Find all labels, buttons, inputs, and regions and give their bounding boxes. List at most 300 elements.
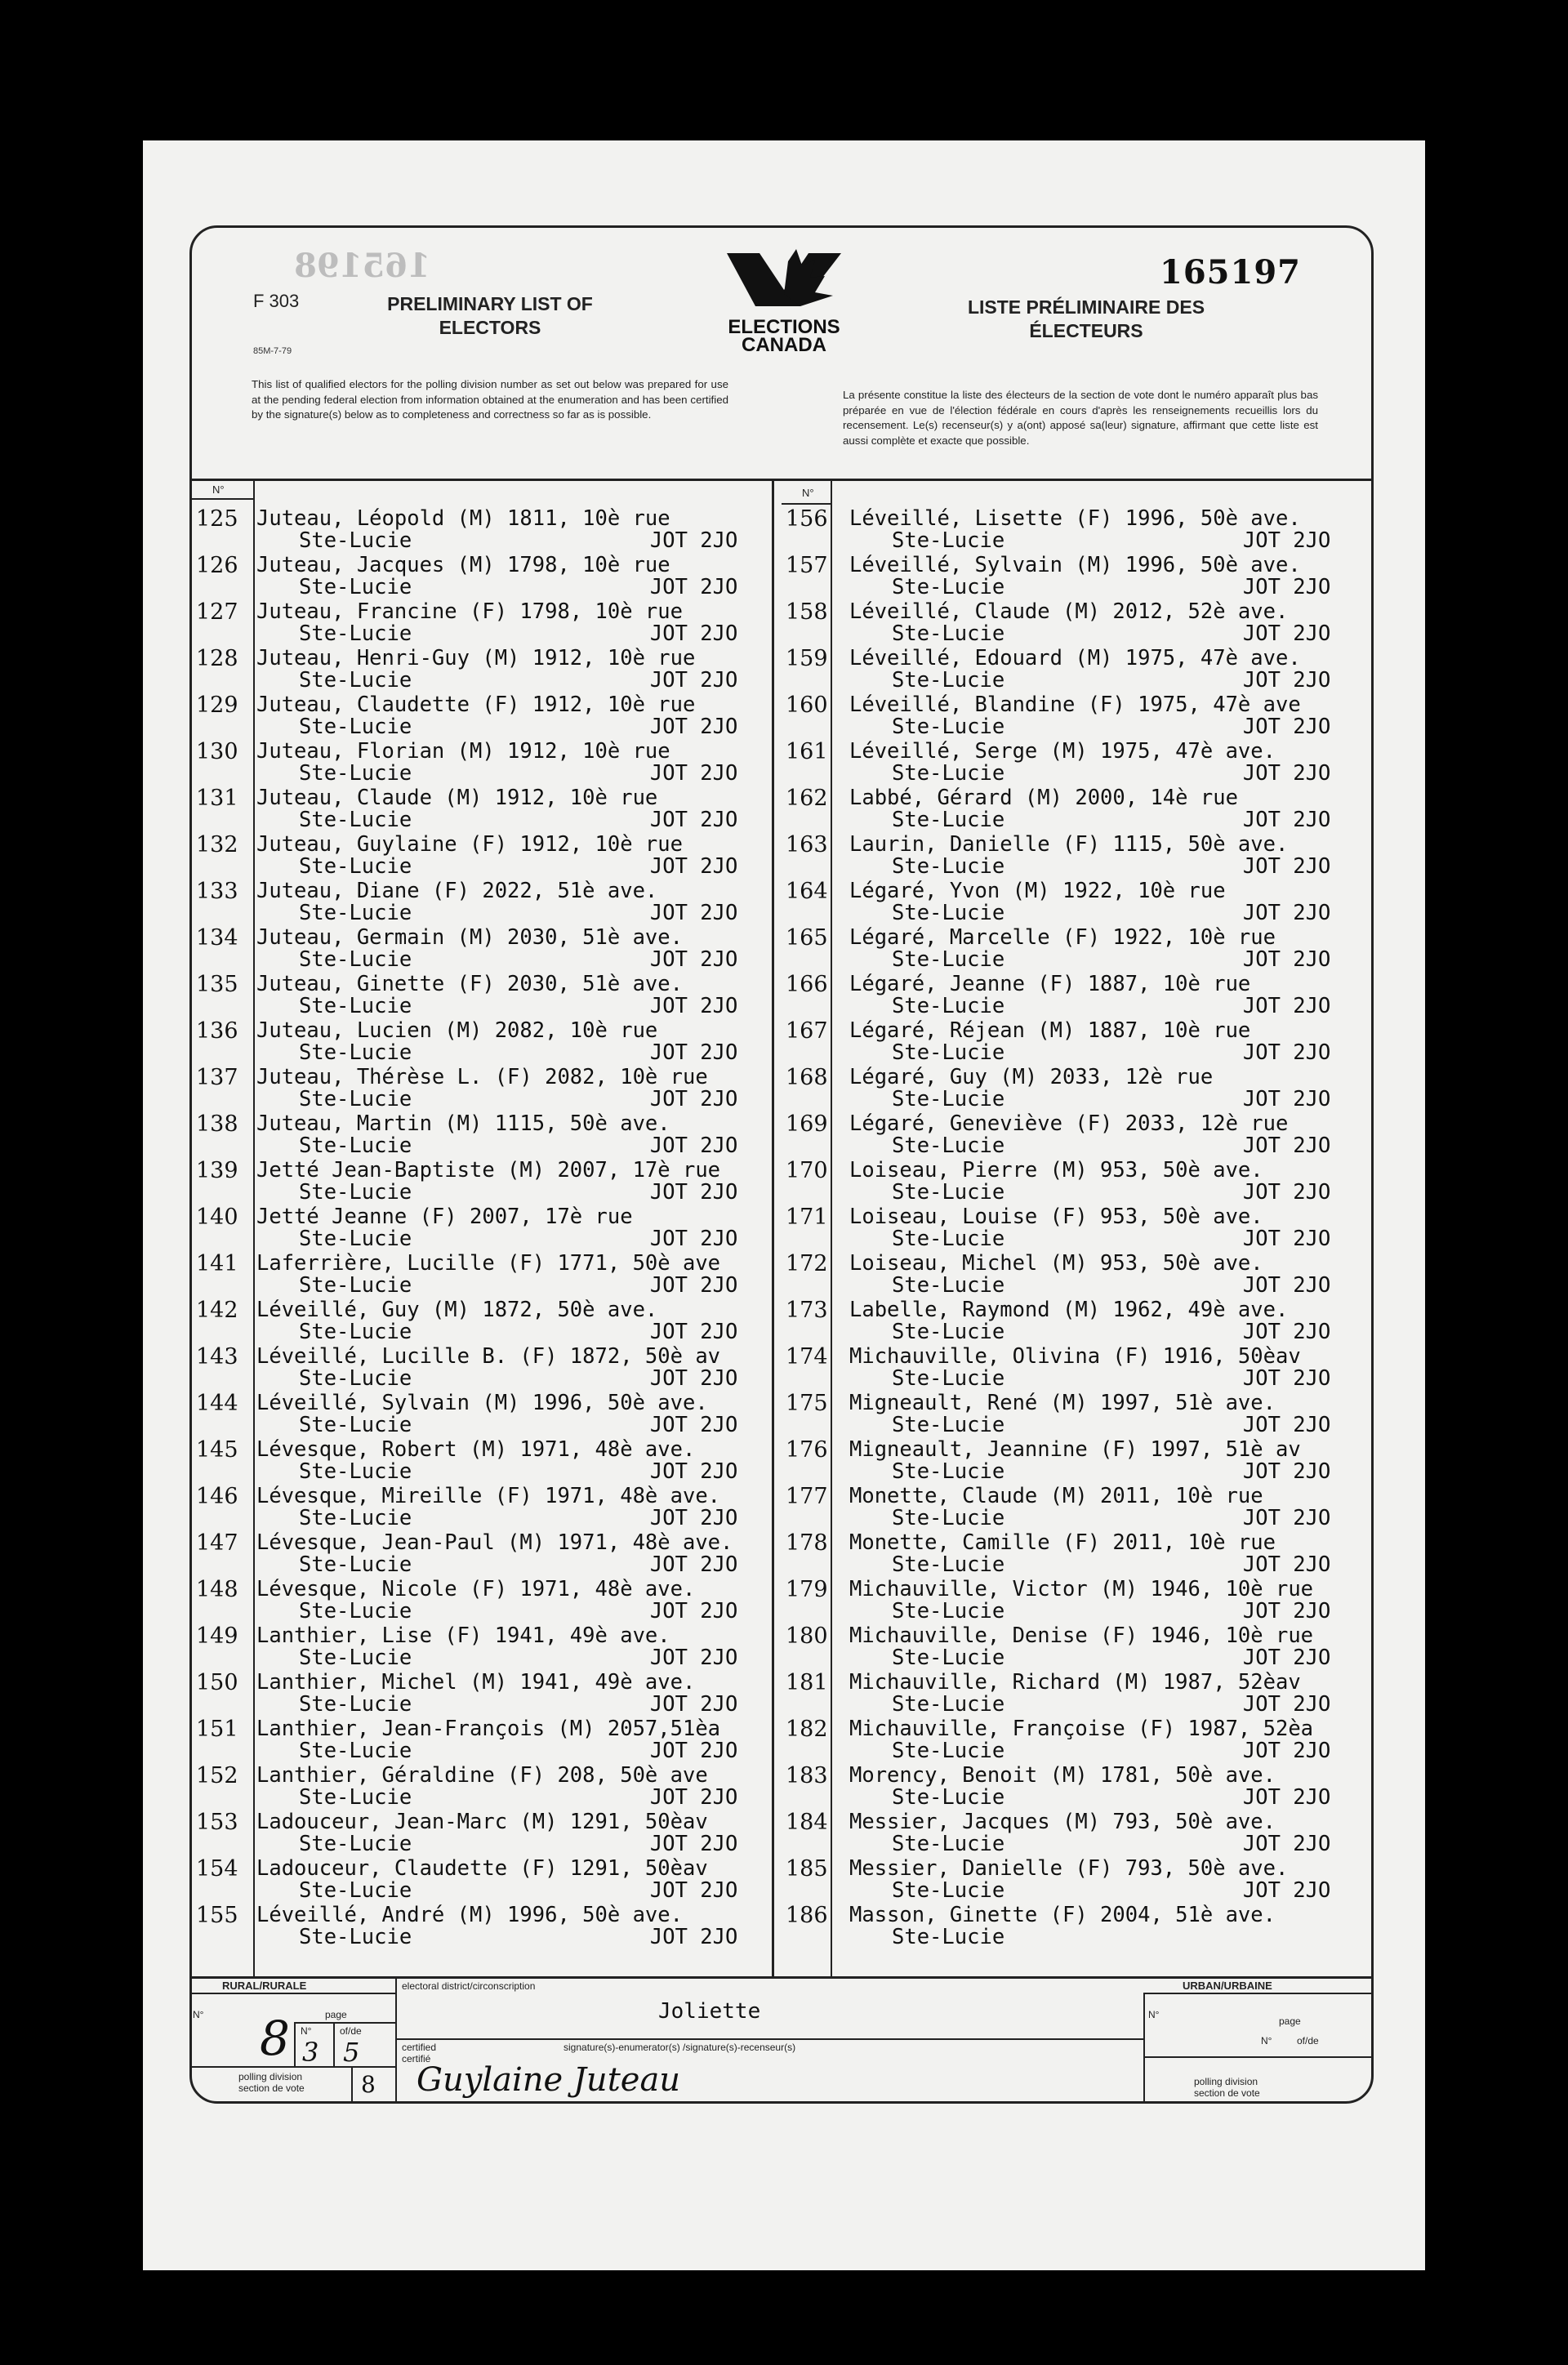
left-entry	[256, 1020, 737, 1064]
left-entry	[256, 1718, 737, 1762]
entry-name-address: Léveillé, Edouard (M) 1975, 47è ave.	[849, 646, 1301, 670]
left-entry-number: 137	[196, 1065, 238, 1090]
entry-name-address: Juteau, Francine (F) 1798, 10è rue	[256, 599, 683, 624]
entry-name-address: Léveillé, Guy (M) 1872, 50è ave.	[256, 1298, 658, 1322]
right-entry-number: 165	[786, 925, 828, 951]
entry-locality-postal: Ste-Lucie JOT 2JO	[892, 621, 1331, 646]
left-entry	[256, 880, 737, 924]
left-entry-number: 141	[196, 1251, 238, 1276]
right-entry	[849, 508, 1330, 552]
entry-name-address: Juteau, Guylaine (F) 1912, 10è rue	[256, 832, 683, 857]
entry-locality-postal: Ste-Lucie JOT 2JO	[892, 1878, 1331, 1903]
center-divider	[772, 479, 774, 1978]
title-fr-line1: LISTE PRÉLIMINAIRE DES	[967, 296, 1205, 318]
entry-name-address: Léveillé, Claude (M) 2012, 52è ave.	[849, 599, 1289, 624]
entry-name-address: Lanthier, Lise (F) 1941, 49è ave.	[256, 1623, 670, 1648]
urban-ofde-label: of/de	[1297, 2035, 1319, 2047]
left-entry	[256, 1392, 737, 1436]
rural-page-rule	[294, 2022, 395, 2024]
entry-locality-postal: Ste-Lucie JOT 2JO	[892, 994, 1331, 1018]
entry-locality-postal: Ste-Lucie JOT 2JO	[892, 1273, 1331, 1298]
entry-name-address: Léveillé, Sylvain (M) 1996, 50è ave.	[256, 1391, 708, 1415]
urban-rule	[1143, 1993, 1374, 1994]
left-entry-number: 155	[196, 1903, 238, 1928]
entry-locality-postal: Ste-Lucie JOT 2JO	[299, 1599, 738, 1623]
entry-name-address: Lévesque, Robert (M) 1971, 48è ave.	[256, 1437, 696, 1462]
left-entry-number: 151	[196, 1717, 238, 1742]
rural-no-small: N°	[301, 2025, 312, 2037]
left-entry	[256, 1904, 737, 1949]
entry-locality-postal: Ste-Lucie JOT 2JO	[299, 1413, 738, 1437]
right-entry	[849, 1625, 1330, 1669]
left-entry-number: 149	[196, 1623, 238, 1649]
entry-locality-postal: Ste-Lucie JOT 2JO	[299, 1552, 738, 1577]
entry-locality-postal: Ste-Lucie JOT 2JO	[299, 947, 738, 972]
polling-value: 8	[361, 2071, 376, 2098]
entry-locality-postal: Ste-Lucie JOT 2JO	[299, 1180, 738, 1205]
right-entry-number: 183	[786, 1763, 828, 1788]
left-entry-number: 140	[196, 1205, 238, 1230]
title-en-line1: PRELIMINARY LIST OF	[387, 293, 593, 314]
entry-name-address: Messier, Jacques (M) 793, 50è ave.	[849, 1810, 1276, 1834]
left-entry-number: 127	[196, 599, 238, 625]
entry-name-address: Léveillé, Lucille B. (F) 1872, 50è av	[256, 1344, 721, 1369]
left-entry	[256, 1299, 737, 1343]
col2-number-divider	[831, 479, 832, 1978]
entry-name-address: Monette, Claude (M) 2011, 10è rue	[849, 1484, 1263, 1508]
logo-text-1: ELECTIONS	[728, 316, 840, 338]
right-entry	[849, 1067, 1330, 1111]
entry-name-address: Michauville, Victor (M) 1946, 10è rue	[849, 1577, 1314, 1601]
left-entry	[256, 1672, 737, 1716]
entry-name-address: Juteau, Claude (M) 1912, 10è rue	[256, 786, 658, 810]
left-entry-number: 125	[196, 506, 238, 532]
right-entry-number: 179	[786, 1577, 828, 1602]
left-entry-number: 152	[196, 1763, 238, 1788]
right-entry-number: 173	[786, 1298, 828, 1323]
right-entry	[849, 1299, 1330, 1343]
intro-text-fr: La présente constitue la liste des électeurs de la section de vote dont le numéro apparaît plus bas préparée en vue de l'élection fédérale en cours d'après les renseignements recueillis lors du recensement. Le(s) recenseur(s) y a(ont) apposé sa(leur) signature, affirmant que cette liste est aussi complète et exacte que possible.	[843, 389, 1318, 447]
left-entry-number: 153	[196, 1810, 238, 1835]
entry-name-address: Michauville, Denise (F) 1946, 10è rue	[849, 1623, 1314, 1648]
polling-label-2: section de vote	[238, 2082, 305, 2094]
urban-no-label: N°	[1148, 2009, 1160, 2020]
right-entry-number: 159	[786, 646, 828, 671]
left-entry-number: 154	[196, 1856, 238, 1882]
entry-name-address: Léveillé, Sylvain (M) 1996, 50è ave.	[849, 553, 1301, 577]
col1-number-divider	[253, 479, 255, 1978]
right-entry	[849, 741, 1330, 785]
right-entry	[849, 1485, 1330, 1530]
entry-name-address: Légaré, Geneviève (F) 2033, 12è rue	[849, 1111, 1289, 1136]
left-entry-number: 130	[196, 739, 238, 764]
right-entry-number: 163	[786, 832, 828, 857]
right-entry-number: 168	[786, 1065, 828, 1090]
left-entry	[256, 508, 737, 552]
left-entry-number: 143	[196, 1344, 238, 1370]
entry-name-address: Juteau, Diane (F) 2022, 51è ave.	[256, 879, 658, 903]
entry-name-address: Juteau, Martin (M) 1115, 50è ave.	[256, 1111, 670, 1136]
entry-name-address: Loiseau, Michel (M) 953, 50è ave.	[849, 1251, 1263, 1276]
of-value: 5	[343, 2037, 360, 2068]
entry-locality-postal: Ste-Lucie JOT 2JO	[299, 1273, 738, 1298]
entry-locality-postal: Ste-Lucie JOT 2JO	[299, 1366, 738, 1391]
entry-locality-postal: Ste-Lucie JOT 2JO	[299, 1506, 738, 1530]
col2-no-header: N°	[802, 487, 814, 499]
left-entry-number: 145	[196, 1437, 238, 1463]
right-entry-number: 160	[786, 693, 828, 718]
entry-name-address: Lévesque, Nicole (F) 1971, 48è ave.	[256, 1577, 696, 1601]
right-entry-number: 169	[786, 1111, 828, 1137]
entry-locality-postal: Ste-Lucie JOT 2JO	[299, 1646, 738, 1670]
entry-name-address: Légaré, Jeanne (F) 1887, 10è rue	[849, 972, 1251, 996]
entry-locality-postal: Ste-Lucie JOT 2JO	[299, 808, 738, 832]
entry-locality-postal: Ste-Lucie JOT 2JO	[892, 1832, 1331, 1856]
col1-no-rule	[189, 498, 255, 500]
left-entry	[256, 1765, 737, 1809]
left-entry	[256, 694, 737, 738]
right-entry-number: 184	[786, 1810, 828, 1835]
entry-name-address: Juteau, Florian (M) 1912, 10è rue	[256, 739, 670, 764]
right-entry-number: 178	[786, 1530, 828, 1556]
elections-canada-logo	[710, 245, 858, 359]
entry-locality-postal: Ste-Lucie JOT 2JO	[892, 1552, 1331, 1577]
entry-locality-postal: Ste-Lucie JOT 2JO	[892, 1459, 1331, 1484]
left-entry	[256, 648, 737, 692]
left-entry-number: 134	[196, 925, 238, 951]
rural-ofde-label: of/de	[340, 2025, 362, 2037]
urban-mid-rule	[1143, 2056, 1374, 2058]
right-entry	[849, 1811, 1330, 1855]
entry-name-address: Migneault, René (M) 1997, 51è ave.	[849, 1391, 1276, 1415]
page-value: 3	[302, 2037, 319, 2068]
entry-locality-postal: Ste-Lucie JOT 2JO	[299, 994, 738, 1018]
right-entry	[849, 1532, 1330, 1576]
entry-name-address: Juteau, Lucien (M) 2082, 10è rue	[256, 1018, 658, 1043]
urban-no-small: N°	[1261, 2035, 1272, 2047]
right-entry	[849, 1392, 1330, 1436]
entry-locality-postal: Ste-Lucie JOT 2JO	[892, 528, 1331, 553]
entry-name-address: Légaré, Yvon (M) 1922, 10è rue	[849, 879, 1226, 903]
polling-label-1: polling division	[238, 2071, 303, 2082]
urban-page-label: page	[1279, 2015, 1301, 2027]
left-entry	[256, 787, 737, 831]
left-entry	[256, 927, 737, 971]
left-entry-number: 142	[196, 1298, 238, 1323]
entry-name-address: Michauville, Richard (M) 1987, 52èav	[849, 1670, 1301, 1695]
entry-locality-postal: Ste-Lucie JOT 2JO	[299, 901, 738, 925]
polling-divider	[351, 2068, 353, 2102]
right-entry-number: 164	[786, 879, 828, 904]
left-entry-number: 136	[196, 1018, 238, 1044]
entry-locality-postal: Ste-Lucie JOT 2JO	[299, 715, 738, 739]
right-entry-number: 161	[786, 739, 828, 764]
entry-locality-postal: Ste-Lucie JOT 2JO	[299, 1832, 738, 1856]
entry-locality-postal: Ste-Lucie JOT 2JO	[299, 1692, 738, 1717]
entry-locality-postal: Ste-Lucie JOT 2JO	[299, 1040, 738, 1065]
entry-name-address: Michauville, Françoise (F) 1987, 52èa	[849, 1717, 1314, 1741]
title-en-line2: ELECTORS	[439, 317, 541, 338]
rural-rule	[189, 1993, 395, 1994]
right-entry	[849, 880, 1330, 924]
rural-no-value: 8	[260, 2011, 290, 2066]
title-fr	[923, 296, 1250, 343]
right-entry-number: 174	[786, 1344, 828, 1370]
left-entry	[256, 1346, 737, 1390]
urban-label: URBAN/URBAINE	[1183, 1980, 1272, 1992]
entry-name-address: Juteau, Claudette (F) 1912, 10è rue	[256, 693, 696, 717]
entry-locality-postal: Ste-Lucie JOT 2JO	[299, 621, 738, 646]
left-entry-number: 128	[196, 646, 238, 671]
right-entry-number: 172	[786, 1251, 828, 1276]
left-entry	[256, 1439, 737, 1483]
left-entry-number: 132	[196, 832, 238, 857]
entry-name-address: Lévesque, Jean-Paul (M) 1971, 48è ave.	[256, 1530, 733, 1555]
entry-name-address: Ladouceur, Claudette (F) 1291, 50èav	[256, 1856, 708, 1881]
title-en	[359, 292, 621, 340]
entry-locality-postal: Ste-Lucie JOT 2JO	[299, 761, 738, 786]
entry-locality-postal: Ste-Lucie JOT 2JO	[892, 761, 1331, 786]
left-entry-number: 139	[196, 1158, 238, 1183]
right-entry	[849, 1253, 1330, 1297]
entry-locality-postal: Ste-Lucie JOT 2JO	[299, 854, 738, 879]
footer-divider-left	[395, 1976, 397, 2104]
entry-name-address: Monette, Camille (F) 2011, 10è rue	[849, 1530, 1276, 1555]
signature-label: signature(s)-enumerator(s) /signature(s)-recenseur(s)	[564, 2042, 796, 2053]
entry-locality-postal: Ste-Lucie JOT 2JO	[892, 1320, 1331, 1344]
left-entry-number: 146	[196, 1484, 238, 1509]
urban-polling-label-2: section de vote	[1194, 2087, 1260, 2099]
entry-locality-postal: Ste-Lucie JOT 2JO	[299, 668, 738, 693]
entry-locality-postal: Ste-Lucie JOT 2JO	[299, 1925, 738, 1949]
right-entry-number: 167	[786, 1018, 828, 1044]
right-entry	[849, 1579, 1330, 1623]
form-code: F 303	[253, 291, 300, 311]
entry-locality-postal: Ste-Lucie JOT 2JO	[892, 1413, 1331, 1437]
form-date-code: 85M-7-79	[253, 346, 292, 356]
right-entry	[849, 1206, 1330, 1250]
entry-name-address: Labelle, Raymond (M) 1962, 49è ave.	[849, 1298, 1289, 1322]
left-entry	[256, 1067, 737, 1111]
left-entry-number: 126	[196, 553, 238, 578]
entry-name-address: Juteau, Ginette (F) 2030, 51è ave.	[256, 972, 683, 996]
entry-locality-postal: Ste-Lucie JOT 2JO	[892, 668, 1331, 693]
entry-name-address: Lanthier, Jean-François (M) 2057,51èa	[256, 1717, 721, 1741]
right-entry	[849, 1718, 1330, 1762]
entry-name-address: Migneault, Jeannine (F) 1997, 51è av	[849, 1437, 1301, 1462]
left-entry-number: 148	[196, 1577, 238, 1602]
entry-locality-postal: Ste-Lucie JOT 2JO	[892, 1087, 1331, 1111]
entry-name-address: Loiseau, Pierre (M) 953, 50è ave.	[849, 1158, 1263, 1182]
table-top-rule	[189, 479, 1374, 481]
right-entry-number: 176	[786, 1437, 828, 1463]
entry-locality-postal: Ste-Lucie JOT 2JO	[299, 1739, 738, 1763]
entry-name-address: Légaré, Guy (M) 2033, 12è rue	[849, 1065, 1214, 1089]
left-entry	[256, 1532, 737, 1576]
footer-top-rule	[189, 1976, 1374, 1979]
entry-locality-postal: Ste-Lucie JOT 2JO	[892, 1180, 1331, 1205]
right-entry	[849, 1672, 1330, 1716]
right-entry	[849, 1904, 1276, 1949]
entry-locality-postal: Ste-Lucie JOT 2JO	[299, 1134, 738, 1158]
document-number: 165197	[1160, 253, 1301, 292]
entry-locality-postal: Ste-Lucie JOT 2JO	[299, 1878, 738, 1903]
left-entry	[256, 1485, 737, 1530]
entry-name-address: Michauville, Olivina (F) 1916, 50èav	[849, 1344, 1301, 1369]
entry-name-address: Jetté Jean-Baptiste (M) 2007, 17è rue	[256, 1158, 721, 1182]
entry-locality-postal: Ste-Lucie JOT 2JO	[299, 1459, 738, 1484]
district-value: Joliette	[658, 1999, 761, 2024]
right-entry-number: 156	[786, 506, 828, 532]
left-entry	[256, 1625, 737, 1669]
rural-label: RURAL/RURALE	[222, 1980, 307, 1992]
right-entry	[849, 648, 1330, 692]
entry-name-address: Laferrière, Lucille (F) 1771, 50è ave	[256, 1251, 721, 1276]
right-entry	[849, 927, 1330, 971]
logo-text-2: CANADA	[742, 334, 826, 356]
entry-name-address: Léveillé, André (M) 1996, 50è ave.	[256, 1903, 683, 1927]
entry-name-address: Juteau, Jacques (M) 1798, 10è rue	[256, 553, 670, 577]
entry-locality-postal: Ste-Lucie JOT 2JO	[892, 1692, 1331, 1717]
rural-no-label: N°	[193, 2009, 204, 2020]
entry-locality-postal: Ste-Lucie JOT 2JO	[892, 1134, 1331, 1158]
entry-locality-postal: Ste-Lucie JOT 2JO	[892, 1506, 1331, 1530]
entry-locality-postal: Ste-Lucie JOT 2JO	[299, 528, 738, 553]
col2-no-rule	[782, 503, 832, 505]
bleed-through-number: 165198	[294, 247, 430, 285]
right-entry-number: 182	[786, 1717, 828, 1742]
right-entry-number: 166	[786, 972, 828, 997]
entry-name-address: Léveillé, Blandine (F) 1975, 47è ave	[849, 693, 1301, 717]
left-entry	[256, 834, 737, 878]
signature: Guylaine Juteau	[416, 2061, 681, 2099]
footer-divider-right	[1143, 1993, 1145, 2102]
left-entry	[256, 555, 737, 599]
entry-locality-postal: Ste-Lucie	[892, 1925, 1005, 1949]
entry-locality-postal: Ste-Lucie JOT 2JO	[892, 854, 1331, 879]
right-entry-number: 181	[786, 1670, 828, 1695]
entry-locality-postal: Ste-Lucie JOT 2JO	[892, 575, 1331, 599]
entry-name-address: Léveillé, Serge (M) 1975, 47è ave.	[849, 739, 1276, 764]
entry-name-address: Juteau, Thérèse L. (F) 2082, 10è rue	[256, 1065, 708, 1089]
intro-text-en: This list of qualified electors for the polling division number as set out below was prepared for use at the pending federal election from information obtained at the enumeration and has been certified by the signature(s) below as to completeness and correctness so far as is possible.	[252, 378, 728, 421]
entry-locality-postal: Ste-Lucie JOT 2JO	[892, 1366, 1331, 1391]
left-entry	[256, 1579, 737, 1623]
rural-bottom-rule	[189, 2066, 395, 2068]
left-entry	[256, 1858, 737, 1902]
title-fr-line2: ÉLECTEURS	[1029, 320, 1143, 341]
entry-name-address: Juteau, Germain (M) 2030, 51è ave.	[256, 925, 683, 950]
right-entry-number: 170	[786, 1158, 828, 1183]
entry-locality-postal: Ste-Lucie JOT 2JO	[892, 715, 1331, 739]
entry-locality-postal: Ste-Lucie JOT 2JO	[892, 1739, 1331, 1763]
entry-name-address: Juteau, Léopold (M) 1811, 10è rue	[256, 506, 670, 531]
district-label: electoral district/circonscription	[402, 1980, 536, 1992]
right-entry	[849, 787, 1330, 831]
left-entry	[256, 1206, 737, 1250]
left-entry	[256, 601, 737, 645]
right-entry-number: 186	[786, 1903, 828, 1928]
entry-locality-postal: Ste-Lucie JOT 2JO	[299, 1227, 738, 1251]
right-entry-number: 171	[786, 1205, 828, 1230]
left-entry-number: 150	[196, 1670, 238, 1695]
rural-page-inner-divider	[333, 2024, 335, 2066]
entry-name-address: Ladouceur, Jean-Marc (M) 1291, 50èav	[256, 1810, 708, 1834]
certified-label-1: certified	[402, 2042, 437, 2053]
left-entry	[256, 741, 737, 785]
entry-name-address: Légaré, Réjean (M) 1887, 10è rue	[849, 1018, 1251, 1043]
right-entry	[849, 1439, 1330, 1483]
left-entry	[256, 1811, 737, 1855]
entry-name-address: Jetté Jeanne (F) 2007, 17è rue	[256, 1205, 633, 1229]
entry-name-address: Masson, Ginette (F) 2004, 51è ave.	[849, 1903, 1276, 1927]
entry-name-address: Morency, Benoit (M) 1781, 50è ave.	[849, 1763, 1276, 1788]
signature-top-rule	[397, 2038, 1143, 2040]
entry-locality-postal: Ste-Lucie JOT 2JO	[892, 1785, 1331, 1810]
entry-name-address: Juteau, Henri-Guy (M) 1912, 10è rue	[256, 646, 696, 670]
entry-name-address: Légaré, Marcelle (F) 1922, 10è rue	[849, 925, 1276, 950]
right-entry	[849, 1346, 1330, 1390]
left-entry	[256, 1113, 737, 1157]
right-entry	[849, 1160, 1330, 1204]
entry-locality-postal: Ste-Lucie JOT 2JO	[299, 1320, 738, 1344]
right-entry	[849, 1765, 1330, 1809]
entry-name-address: Lévesque, Mireille (F) 1971, 48è ave.	[256, 1484, 721, 1508]
right-entry	[849, 1858, 1330, 1902]
right-entry	[849, 601, 1330, 645]
entry-locality-postal: Ste-Lucie JOT 2JO	[299, 575, 738, 599]
left-entry	[256, 973, 737, 1018]
entry-locality-postal: Ste-Lucie JOT 2JO	[892, 1599, 1331, 1623]
right-entry	[849, 555, 1330, 599]
col1-no-header: N°	[212, 483, 225, 496]
entry-locality-postal: Ste-Lucie JOT 2JO	[892, 901, 1331, 925]
left-entry	[256, 1160, 737, 1204]
right-entry	[849, 1113, 1330, 1157]
left-entry-number: 147	[196, 1530, 238, 1556]
entry-name-address: Lanthier, Géraldine (F) 208, 50è ave	[256, 1763, 708, 1788]
right-entry-number: 180	[786, 1623, 828, 1649]
entry-name-address: Lanthier, Michel (M) 1941, 49è ave.	[256, 1670, 696, 1695]
right-entry-number: 158	[786, 599, 828, 625]
entry-locality-postal: Ste-Lucie JOT 2JO	[892, 947, 1331, 972]
entry-name-address: Loiseau, Louise (F) 953, 50è ave.	[849, 1205, 1263, 1229]
entry-locality-postal: Ste-Lucie JOT 2JO	[299, 1785, 738, 1810]
left-entry-number: 133	[196, 879, 238, 904]
right-entry-number: 175	[786, 1391, 828, 1416]
right-entry-number: 157	[786, 553, 828, 578]
certified-label-2: certifié	[402, 2053, 431, 2064]
right-entry-number: 162	[786, 786, 828, 811]
right-entry	[849, 1020, 1330, 1064]
entry-name-address: Léveillé, Lisette (F) 1996, 50è ave.	[849, 506, 1301, 531]
entry-locality-postal: Ste-Lucie JOT 2JO	[892, 1040, 1331, 1065]
entry-locality-postal: Ste-Lucie JOT 2JO	[892, 808, 1331, 832]
left-entry-number: 131	[196, 786, 238, 811]
rural-page-divider	[294, 2022, 296, 2066]
right-entry	[849, 694, 1330, 738]
entry-name-address: Laurin, Danielle (F) 1115, 50è ave.	[849, 832, 1289, 857]
entry-locality-postal: Ste-Lucie JOT 2JO	[299, 1087, 738, 1111]
left-entry-number: 135	[196, 972, 238, 997]
right-entry	[849, 834, 1330, 878]
entry-locality-postal: Ste-Lucie JOT 2JO	[892, 1646, 1331, 1670]
left-entry-number: 129	[196, 693, 238, 718]
rural-page-label: page	[325, 2009, 347, 2020]
entry-locality-postal: Ste-Lucie JOT 2JO	[892, 1227, 1331, 1251]
entry-name-address: Messier, Danielle (F) 793, 50è ave.	[849, 1856, 1289, 1881]
right-entry-number: 177	[786, 1484, 828, 1509]
